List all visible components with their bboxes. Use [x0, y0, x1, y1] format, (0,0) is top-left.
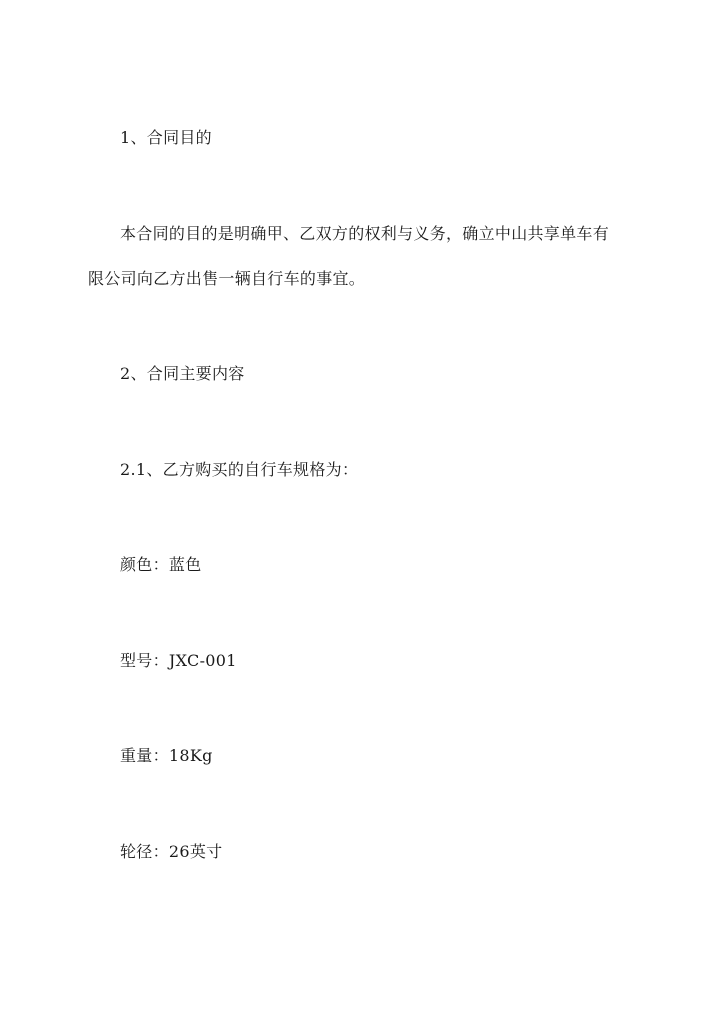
spec-color: 颜色：蓝色 [120, 555, 202, 574]
section-2-heading: 2、合同主要内容 [120, 364, 245, 383]
spec-wheel-diameter: 轮径：26英寸 [120, 842, 223, 861]
section-1-paragraph-line-2: 限公司向乙方出售一辆自行车的事宜。 [88, 269, 366, 288]
section-2-1-heading: 2.1、乙方购买的自行车规格为： [120, 460, 359, 479]
section-1-heading: 1、合同目的 [120, 128, 212, 147]
section-1-paragraph-line-1: 本合同的目的是明确甲、乙双方的权利与义务，确立中山共享单车有 [120, 224, 610, 243]
spec-model: 型号：JXC-001 [120, 651, 237, 670]
spec-weight: 重量：18Kg [120, 746, 213, 765]
